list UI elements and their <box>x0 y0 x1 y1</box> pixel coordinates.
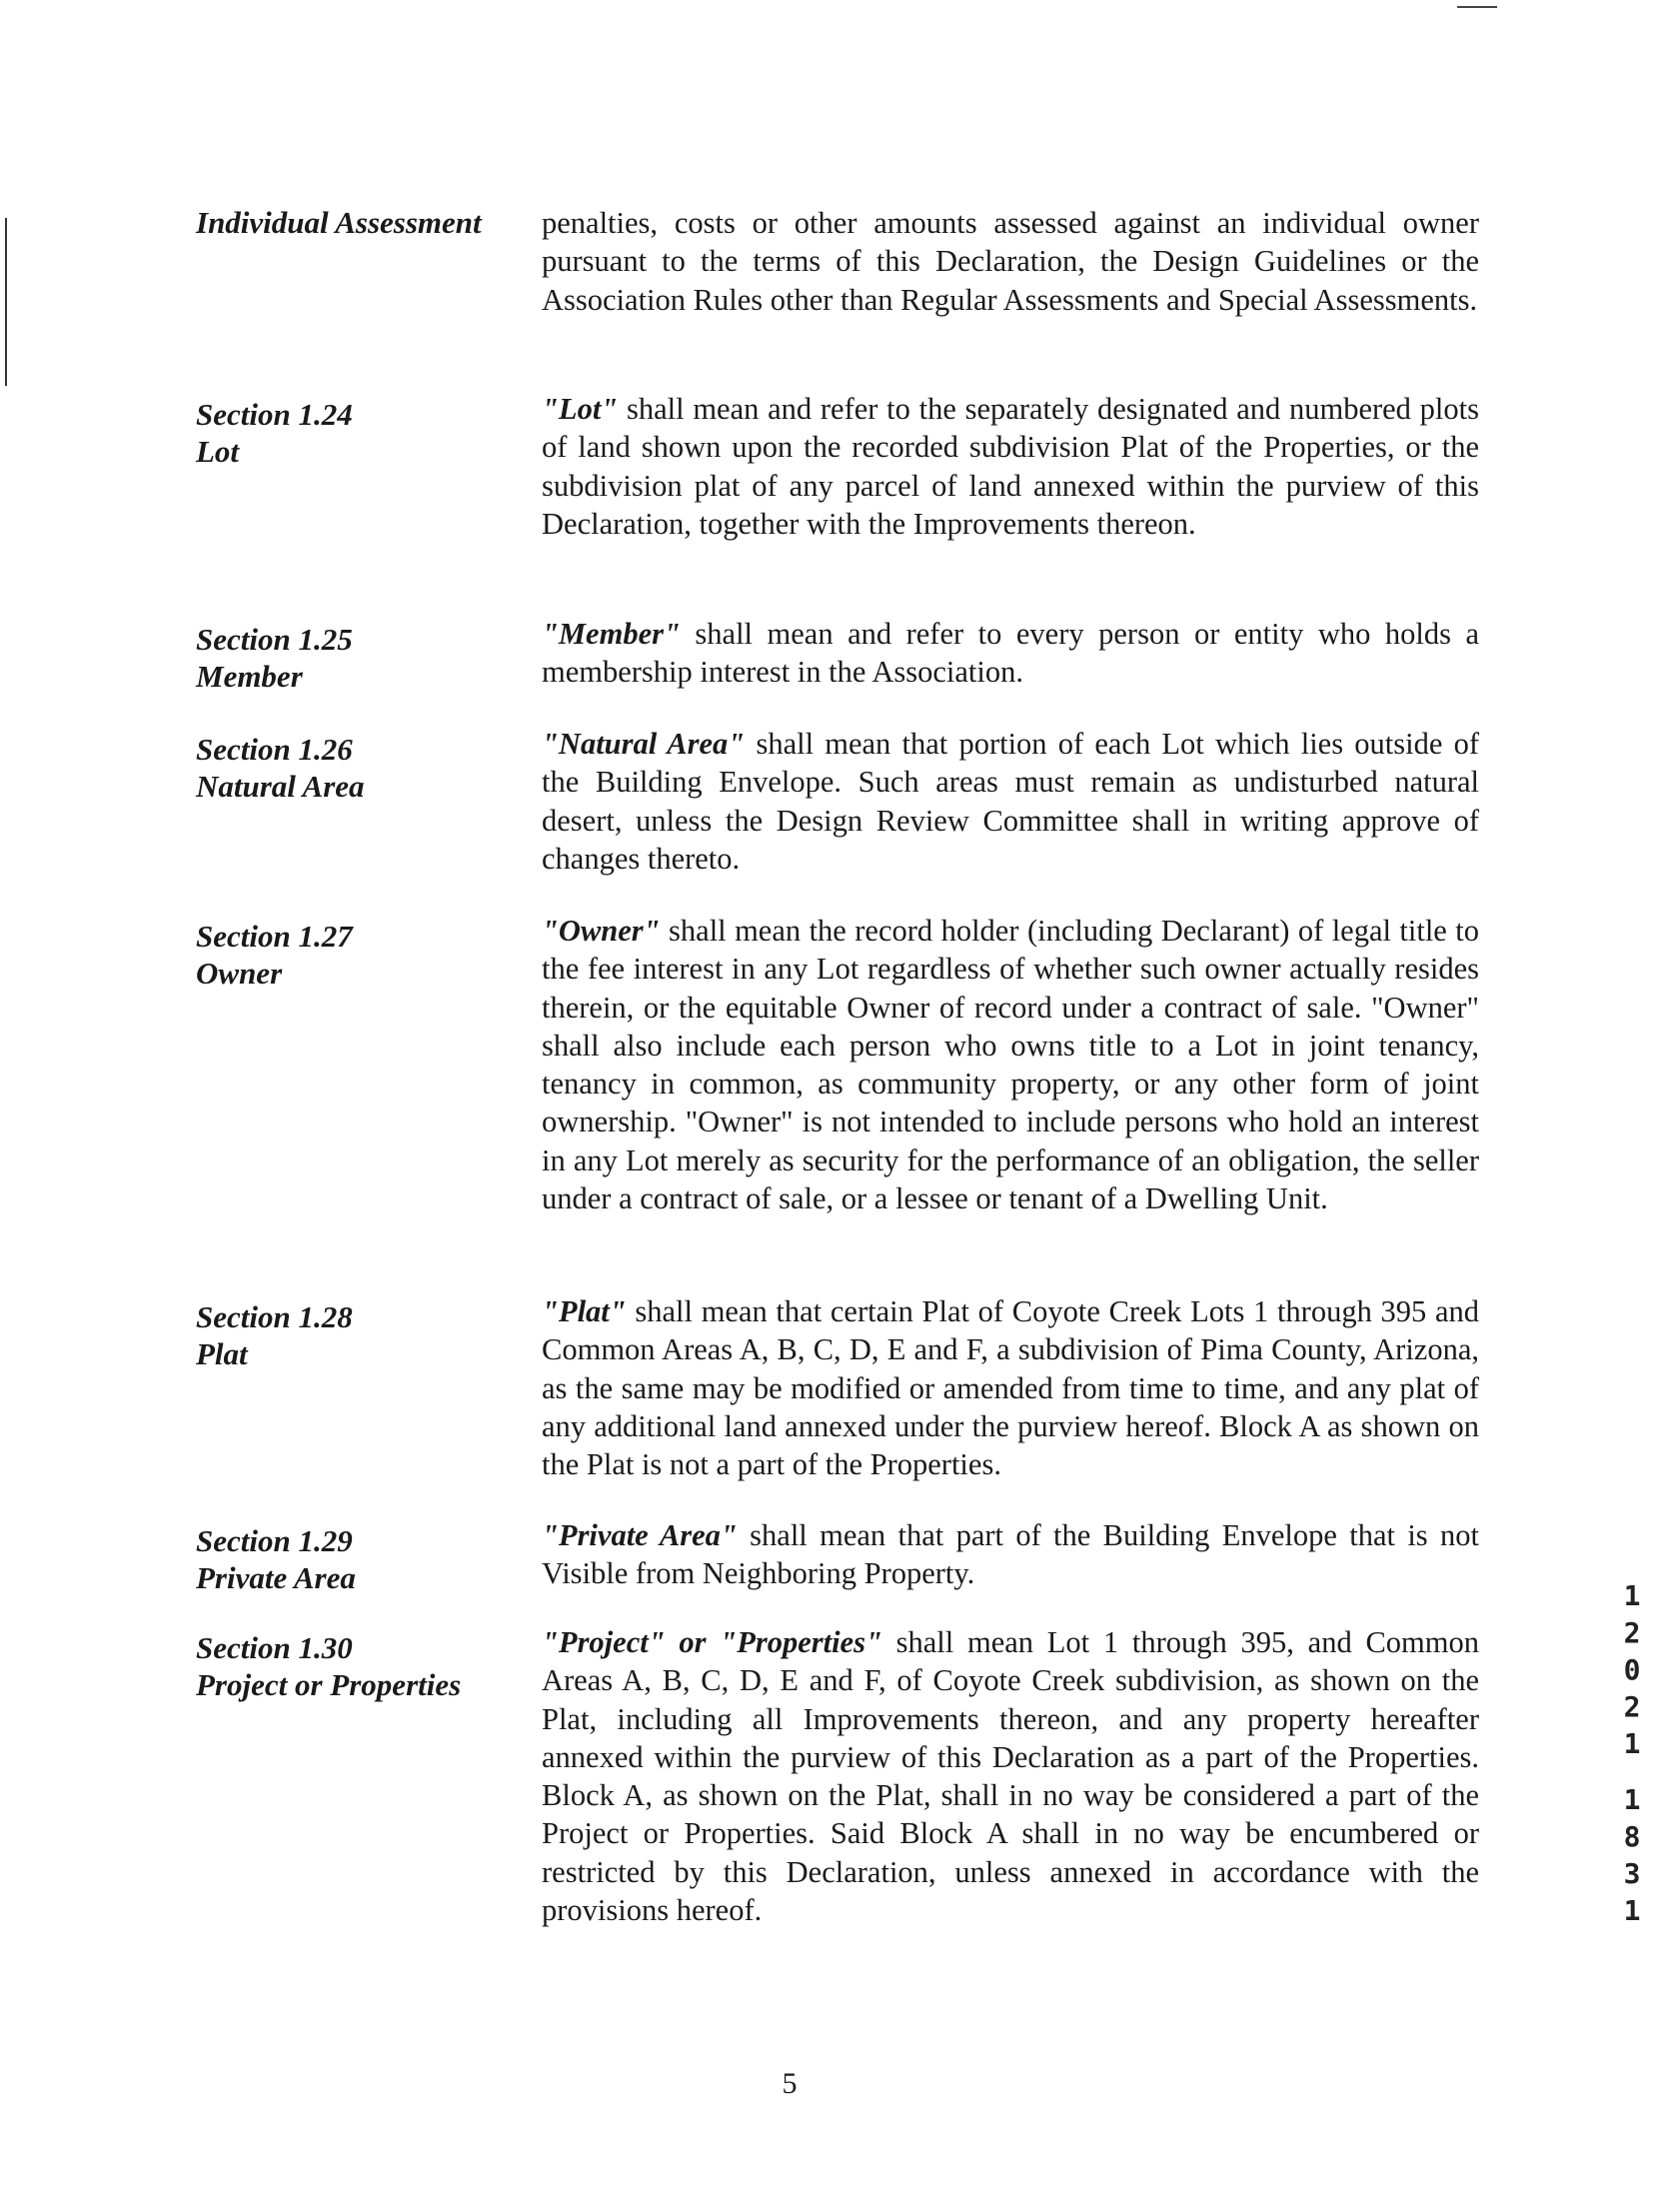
section-number: Section 1.28 <box>196 1299 353 1334</box>
term-name: Member <box>196 659 303 694</box>
defined-term: "Private Area" <box>542 1518 738 1552</box>
definition-text <box>542 204 1479 319</box>
definition-label <box>196 1522 526 1596</box>
definition-label <box>196 396 526 470</box>
recording-digit: 2 <box>1623 1690 1641 1723</box>
defined-term: "Member" <box>542 617 681 651</box>
recording-digit: 0 <box>1623 1653 1641 1686</box>
term-name: Natural Area <box>196 769 365 804</box>
section-number: Section 1.26 <box>196 732 353 767</box>
defined-term: "Natural Area" <box>542 727 746 761</box>
section-number: Section 1.30 <box>196 1630 353 1665</box>
recording-digit: 2 <box>1623 1616 1641 1649</box>
term-name: Lot <box>196 434 240 469</box>
term-name: Private Area <box>196 1560 356 1595</box>
definition-text <box>542 1623 1479 1929</box>
definition-label <box>196 1298 526 1372</box>
definition-label <box>196 731 526 805</box>
top-edge-mark <box>1457 6 1497 8</box>
definition-text <box>542 615 1479 692</box>
page-number: 5 <box>782 2067 798 2100</box>
defined-term: "Project" or "Properties" <box>542 1625 882 1659</box>
definition-text <box>542 725 1479 878</box>
definition-body: shall mean that certain Plat of Coyote Creek Lots 1 through 395 and Common Areas A, B, C, D, E and F, a subdivision of Pima County, Arizona, as the same may be modified or amended from time to time, and any plat of any additional land annexed under the purview hereof. Block A as shown on the Plat is not a part of the Properties. <box>542 1294 1479 1482</box>
definition-label <box>196 1629 526 1703</box>
recording-number-line1 <box>1617 1577 1647 1762</box>
definition-body: shall mean that portion of each Lot which lies outside of the Building Envelope. Such areas must remain as undisturbed natural desert, unless the Design Review Committee shall in writing approve of changes thereto. <box>542 727 1479 876</box>
definition-body: shall mean that part of the Building Envelope that is not Visible from Neighboring Property. <box>542 1518 1479 1591</box>
defined-term: "Lot" <box>542 392 619 426</box>
definition-body: shall mean the record holder (including Declarant) of legal title to the fee interest in any Lot regardless of whether such owner actually resides therein, or the equitable Owner of record under a contract of sale. "Owner" shall also include each person who owns title to a Lot in joint tenancy, tenancy in common, as community property, or any other form of joint ownership. "Owner" is not intended to include persons who hold an interest in any Lot merely as security for the performance of an obligation, the seller under a contract of sale, or a lessee or tenant of a Dwelling Unit. <box>542 914 1479 1216</box>
recording-digit: 3 <box>1623 1857 1641 1890</box>
term-name: Owner <box>196 956 283 991</box>
recording-digit: 1 <box>1623 1783 1641 1816</box>
term-name: Plat <box>196 1336 248 1371</box>
definition-text <box>542 1516 1479 1593</box>
section-number: Section 1.24 <box>196 397 353 432</box>
definition-text <box>542 390 1479 543</box>
defined-term: "Plat" <box>542 1294 627 1328</box>
definition-body: shall mean and refer to the separately designated and numbered plots of land shown upon the recorded subdivision Plat of the Properties, or the subdivision plat of any parcel of land annexed within the purview of this Declaration, together with the Improvements thereon. <box>542 392 1479 541</box>
recording-digit: 1 <box>1623 1727 1641 1760</box>
definition-text <box>542 1292 1479 1483</box>
term-name: Individual Assessment <box>196 205 482 240</box>
margin-change-bar <box>5 218 7 386</box>
recording-digit: 1 <box>1623 1579 1641 1612</box>
definition-body: shall mean and refer to every person or entity who holds a membership interest in the Association. <box>542 617 1479 690</box>
recording-digit: 1 <box>1623 1894 1641 1927</box>
definition-label <box>196 621 526 695</box>
recording-digit: 8 <box>1623 1820 1641 1853</box>
definition-body: shall mean Lot 1 through 395, and Common Areas A, B, C, D, E and F, of Coyote Creek subdivision, as shown on the Plat, including all Improvements thereon, and any property hereafter annexed within the purview of this Declaration as a part of the Properties. Block A, as shown on the Plat, shall in no way be considered a part of the Project or Properties. Said Block A shall in no way be encumbered or restricted by this Declaration, unless annexed in accordance with the provisions hereof. <box>542 1625 1479 1928</box>
definition-body: penalties, costs or other amounts assessed against an individual owner pursuant to the terms of this Declaration, the Design Guidelines or the Association Rules other than Regular Assessments and Special Assessments. <box>542 206 1479 317</box>
section-number: Section 1.27 <box>196 919 353 954</box>
definition-label <box>196 918 526 992</box>
section-number: Section 1.25 <box>196 622 353 657</box>
recording-number-line2 <box>1617 1781 1647 1929</box>
section-number: Section 1.29 <box>196 1523 353 1558</box>
term-name: Project or Properties <box>196 1667 462 1702</box>
defined-term: "Owner" <box>542 914 661 948</box>
definition-text <box>542 912 1479 1217</box>
definition-label <box>196 204 526 241</box>
